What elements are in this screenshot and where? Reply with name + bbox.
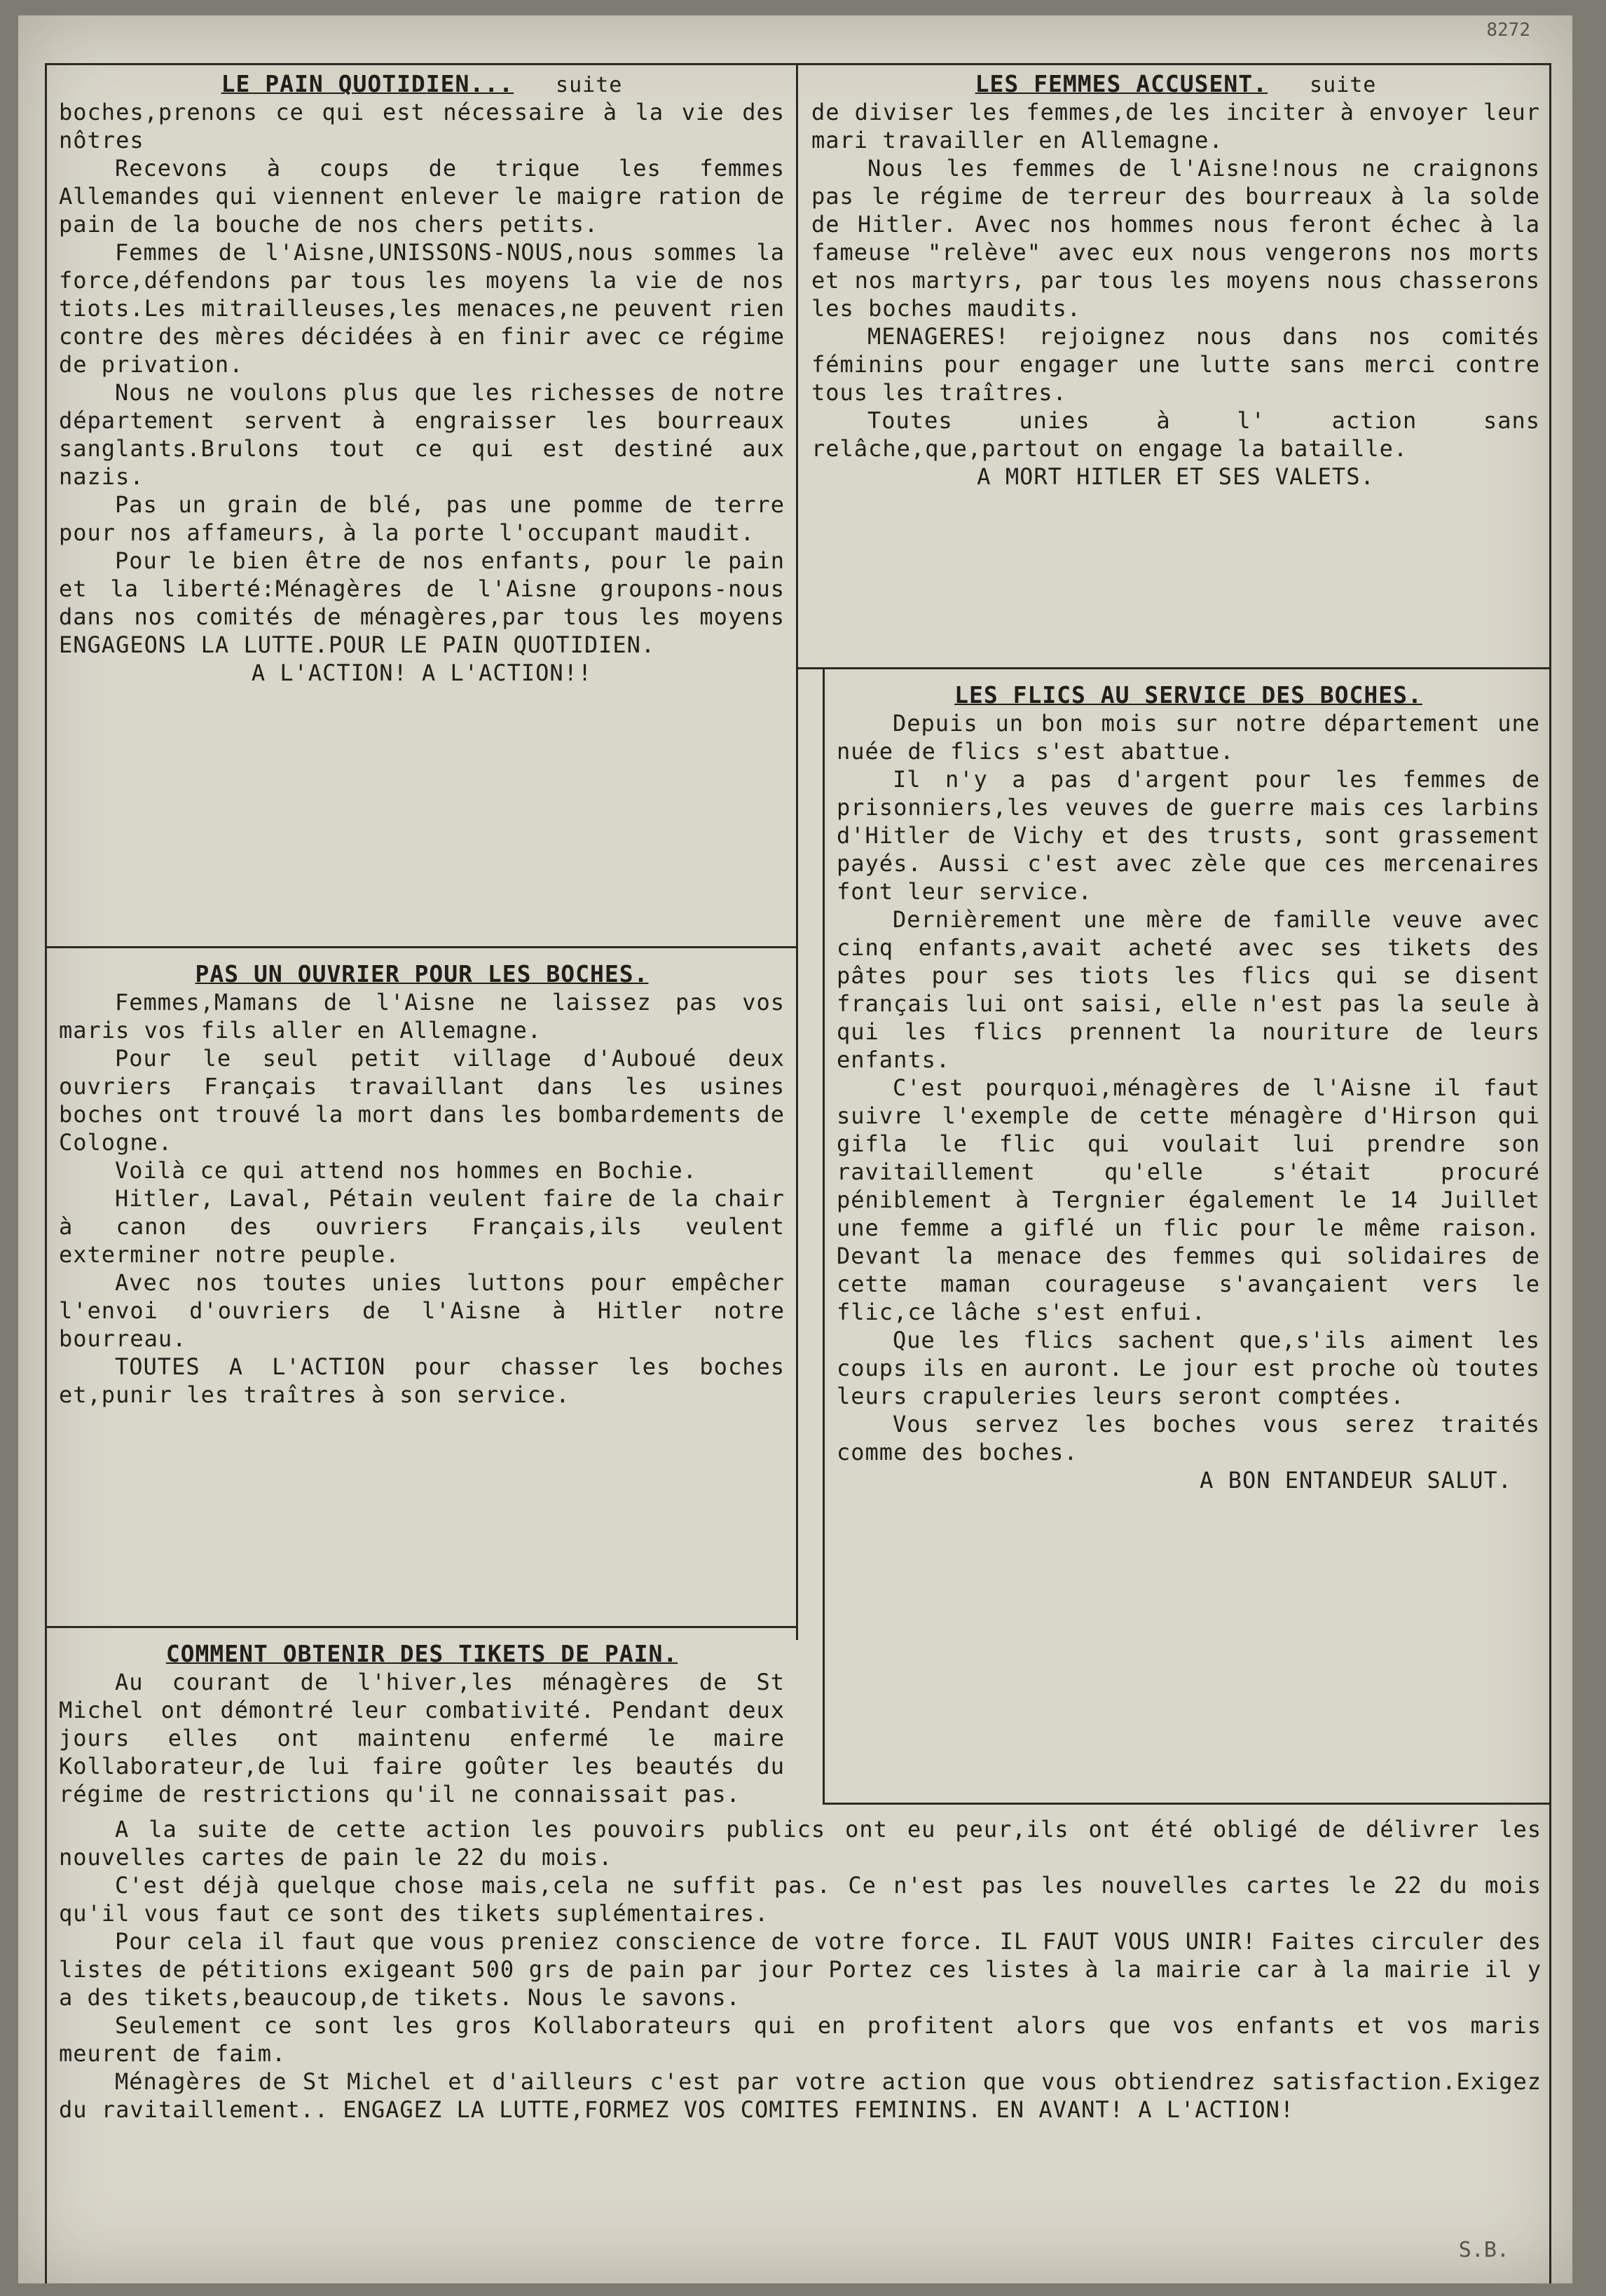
article-flics <box>837 681 1540 1494</box>
rule-after-pain <box>45 946 796 948</box>
paragraph: Que les flics sachent que,s'ils aiment les coups ils en auront. Le jour est proche où toutes leurs crapuleries leurs seront comptées. <box>837 1327 1540 1409</box>
paragraph: MENAGERES! rejoignez nous dans nos comités féminins pour engager une lutte sans merci contre tous les traîtres. <box>811 323 1540 406</box>
article-femmes-accusent <box>811 70 1540 491</box>
paragraph: C'est pourquoi,ménagères de l'Aisne il faut suivre l'exemple de cette ménagère d'Hirson qui gifla le flic qui voulait lui prendre son ravitaillement qu'elle s'était procuré péniblement à Tergnier également le 14 Juillet une femme a giflé un flic pour le même raison. Devant la menace des femmes qui solidaires de cette maman courageuse s'avançaient vers le flic,ce lâche s'est enfui. <box>837 1074 1540 1325</box>
article-title: COMMENT OBTENIR DES TIKETS DE PAIN. <box>165 1640 678 1667</box>
rule-after-femmes <box>796 667 1551 669</box>
paragraph: Vous servez les boches vous serez traités comme des boches. <box>837 1411 1540 1465</box>
paragraph: Nous ne voulons plus que les richesses de notre département servent à engraisser les bourreaux sanglants.Brulons tout ce qui est destiné aux nazis. <box>59 379 785 490</box>
paragraph: Nous les femmes de l'Aisne!nous ne craignons pas le régime de terreur des bourreaux à la solde de Hitler. Avec nos hommes nous feront échec à la fameuse "relève" avec eux nous vengerons nos morts et nos martyrs, par tous les moyens nous chasserons les boches maudits. <box>811 155 1540 322</box>
paragraph: Depuis un bon mois sur notre département une nuée de flics s'est abattue. <box>837 710 1540 765</box>
paragraph: TOUTES A L'ACTION pour chasser les boches et,punir les traîtres à son service. <box>59 1353 785 1408</box>
paragraph: Il n'y a pas d'argent pour les femmes de prisonniers,les veuves de guerre mais ces larbins d'Hitler de Vichy et des trusts, sont grassement payés. Aussi c'est avec zèle que ces mercenaires font leur service. <box>837 766 1540 905</box>
paragraph: Au courant de l'hiver,les ménagères de St Michel ont démontré leur combativité. Pendant deux jours elles ont maintenu enfermé le maire Kollaborateur,de lui faire goûter les beautés du régime de restrictions qu'il ne connaissait pas. <box>59 1669 785 1808</box>
signature-initials: S.B. <box>1458 2238 1509 2262</box>
article-tikets <box>59 1640 785 1808</box>
paragraph: C'est déjà quelque chose mais,cela ne suffit pas. Ce n'est pas les nouvelles cartes le 22 du mois qu'il vous faut ce sont des tikets suplémentaires. <box>59 1872 1542 1927</box>
rule-after-flics <box>823 1803 1551 1805</box>
article-title: LES FEMMES ACCUSENT. <box>975 70 1268 97</box>
article-ouvrier <box>59 960 785 1409</box>
article-title: PAS UN OUVRIER POUR LES BOCHES. <box>195 960 649 988</box>
column-divider-inner <box>823 667 825 1803</box>
paragraph: boches,prenons ce qui est nécessaire à la vie des nôtres <box>59 99 785 153</box>
paragraph: Pour le seul petit village d'Auboué deux ouvriers Français travaillant dans les usines boches ont trouvé la mort dans les bombardements de Cologne. <box>59 1045 785 1156</box>
paragraph: Avec nos toutes unies luttons pour empêcher l'envoi d'ouvriers de l'Aisne à Hitler notre bourreau. <box>59 1269 785 1352</box>
paragraph: Dernièrement une mère de famille veuve avec cinq enfants,avait acheté avec ses tikets des pâtes pour ses tiots les flics qui se disent français lui ont saisi, elle n'est pas la seule à qui les flics prennent la nouriture de leurs enfants. <box>837 906 1540 1073</box>
article-title: LE PAIN QUOTIDIEN... <box>221 70 514 97</box>
paragraph: Pour cela il faut que vous preniez conscience de votre force. IL FAUT VOUS UNIR! Faites circuler des listes de pétitions exigeant 500 grs de pain par jour Portez ces listes à la mairie car à la mairie il y a des tikets,beaucoup,de tikets. Nous le savons. <box>59 1928 1542 2011</box>
paragraph: Femmes de l'Aisne,UNISSONS-NOUS,nous sommes la force,défendons par tous les moyens la vie de nos tiots.Les mitrailleuses,les menaces,ne peuvent rien contre des mères décidées à en finir avec ce régime de privation. <box>59 239 785 378</box>
paragraph: Pas un grain de blé, pas une pomme de terre pour nos affameurs, à la porte l'occupant maudit. <box>59 491 785 546</box>
paragraph: Voilà ce qui attend nos hommes en Bochie. <box>115 1157 697 1184</box>
paragraph: Ménagères de St Michel et d'ailleurs c'est par votre action que vous obtiendrez satisfaction.Exigez du ravitaillement.. ENGAGEZ LA LUTTE,FORMEZ VOS COMITES FEMININS. EN AVANT! A L'ACTION! <box>59 2068 1542 2123</box>
corner-mark: 8272 <box>1486 20 1530 41</box>
rule-after-ouvrier <box>45 1626 796 1628</box>
closing-slogan: A MORT HITLER ET SES VALETS. <box>977 463 1375 490</box>
paragraph: Hitler, Laval, Pétain veulent faire de la chair à canon des ouvriers Français,ils veulent exterminer notre peuple. <box>59 1185 785 1268</box>
paragraph: Femmes,Mamans de l'Aisne ne laissez pas vos maris vos fils aller en Allemagne. <box>59 989 785 1044</box>
paragraph: Recevons à coups de trique les femmes Allemandes qui viennent enlever le maigre ration de pain de la bouche de nos chers petits. <box>59 155 785 238</box>
article-pain-quotidien <box>59 70 785 687</box>
paragraph: de diviser les femmes,de les inciter à envoyer leur mari travailler en Allemagne. <box>811 99 1540 153</box>
closing-slogan: A BON ENTANDEUR SALUT. <box>1200 1467 1512 1494</box>
column-divider <box>796 63 798 1640</box>
closing-slogan: A L'ACTION! A L'ACTION!! <box>251 660 593 686</box>
paragraph: Seulement ce sont les gros Kollaborateurs qui en profitent alors que vos enfants et vos maris meurent de faim. <box>59 2012 1542 2067</box>
paragraph: Toutes unies à l' action sans relâche,que,partout on engage la bataille. <box>811 407 1540 462</box>
paragraph: Pour le bien être de nos enfants, pour le pain et la liberté:Ménagères de l'Aisne groupons-nous dans nos comités de ménagères,par tous les moyens ENGAGEONS LA LUTTE.POUR LE PAIN QUOTIDIEN. <box>59 547 785 658</box>
article-title: LES FLICS AU SERVICE DES BOCHES. <box>954 681 1422 709</box>
suite-label: suite <box>556 73 623 97</box>
suite-label: suite <box>1310 73 1377 97</box>
leaflet-page <box>18 15 1572 2283</box>
paragraph: A la suite de cette action les pouvoirs publics ont eu peur,ils ont été obligé de délivrer les nouvelles cartes de pain le 22 du mois. <box>59 1816 1542 1871</box>
article-tikets-continued <box>59 1815 1542 2124</box>
